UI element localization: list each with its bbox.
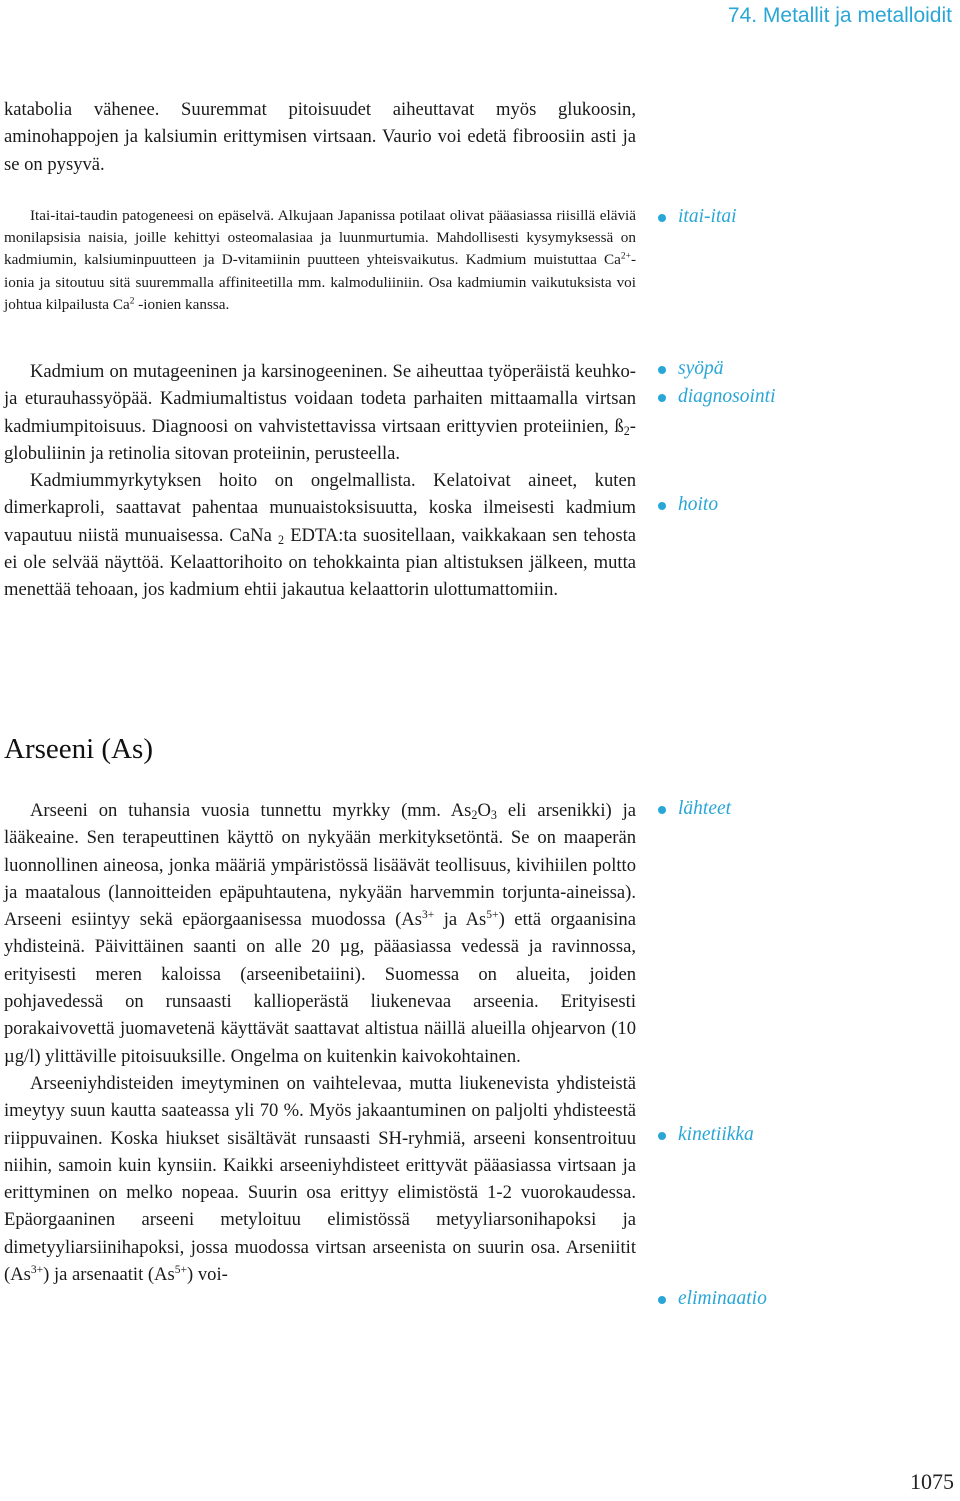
paragraph-text: Itai-itai-taudin patogeneesi on epäselvä. Alkujaan Japanissa potilaat olivat pääasiassa riisillä eläviä monilapsisia naisia, joille kehittyi osteomalasiaa ja luunmurtumia. Mahdollisesti kysymyksessä on kadmiumin, kalsiuminpuutteen ja D-vitamiinin puutteen yhteisvaikutus. Kadmium muistuttaa $Ca^{2+}$-ionia ja sitoutuu sitä suuremmalla affiniteetilla mm. kalmoduliiniin. Osa kadmiumin vaikutuksista voi johtua kilpailusta Ca$^2$ -ionien kanssa. <box>4 207 636 313</box>
paragraph-intro <box>4 96 636 178</box>
paragraph-arsenic <box>4 797 636 1288</box>
margin-note-syopa: syöpä <box>658 358 724 380</box>
chapter-title: 74. Metallit ja metalloidit <box>727 4 952 27</box>
section-heading: Arseeni (As) <box>4 733 153 765</box>
margin-note-hoito: hoito <box>658 494 718 516</box>
bullet-icon <box>658 806 666 814</box>
paragraph-text: Kadmiummyrkytyksen hoito on ongelmallista. Kelatoivat aineet, kuten dimerkaproli, saattavat pahentaa munuaistoksisuutta, koska ilmeisesti kadmium vapautuu niistä munuaisessa. CaNa $_2$ EDTA:ta suositellaan, vaikkakaan sen tehosta ei ole selvää näyttöä. Kelaattorihoito on tehokkainta pian altistuksen jälkeen, mutta menettää tehoaan, jos kadmium ehtii jakautua kelaattorin ulottumattomiin. <box>4 470 636 601</box>
margin-note-lahteet: lähteet <box>658 798 731 820</box>
paragraph-text: Arseeniyhdisteiden imeytyminen on vaihtelevaa, mutta liukenevista yhdisteistä imeytyy suun kautta saateassa yli 70 %. Myös jakaantuminen on paljolti yhdisteestä riippuvainen. Koska hiukset sisältävät runsaasti SH-ryhmiä, arseeni konsentroituu niihin, samoin kuin kynsiin. Kaikki arseeniyhdisteet erittyvät pääasiassa virtsaan ja erittyminen on melko nopeaa. Suurin osa erittyy elimistöstä 1-2 vuorokaudessa. Epäorgaaninen arseeni metyloituu elimistössä metyyliarsonihapoksi ja dimetyyliarsiinihapoksi, jossa muodossa virtsan arseenista on suurin osa. Arseniitit $(As^{3+})$ ja arsenaatit $(As^{5+})$ voi- <box>4 1072 636 1286</box>
paragraph-mutagenic <box>4 358 636 604</box>
bullet-icon <box>658 1132 666 1140</box>
bullet-icon <box>658 394 666 402</box>
margin-note-diagnosointi: diagnosointi <box>658 386 776 408</box>
paragraph-text: Arseeni on tuhansia vuosia tunnettu myrkky (mm. $As_2O_3$ eli arsenikki) ja lääkeaine. Sen terapeuttinen käyttö on nykyään merkityksetöntä. Se on maaperän luonnollinen aineosa, jonka määriä ympäristössä lisäävät teollisuus, kivihiilen poltto ja maatalous (lannoitteiden epäpuhtautena, nykyään harvemmin torjunta-aineissa). Arseeni esiintyy sekä epäorgaanisessa muodossa ($As^{3+}$ ja $As^{5+}$) että orgaanisina yhdisteinä. Päivittäinen saanti on alle 20 µg, pääasiassa vedessä ja ravinnossa, erityisesti meren kaloissa (arseenibetaiini). Suomessa on alueita, joiden pohjavedessä on runsaasti kallioperästä liukenevaa arseenia. Erityisesti porakaivovettä juomavetenä käyttävät saattavat altistua näillä alueilla ohjearvon (10 µg/l) ylittäville pitoisuuksille. Ongelma on kuitenkin kaivokohtainen. <box>4 800 637 1067</box>
paragraph-text: katabolia vähenee. Suuremmat pitoisuudet aiheuttavat myös glukoosin, aminohappojen ja kalsiumin erittymisen virtsaan. Vaurio voi edetä fibroosiin asti ja se on pysyvä. <box>4 99 636 175</box>
margin-note-eliminaatio: eliminaatio <box>658 1288 767 1310</box>
page-number: 1075 <box>910 1469 954 1494</box>
margin-note-kinetiikka: kinetiikka <box>658 1124 754 1146</box>
paragraph-text: Kadmium on mutageeninen ja karsinogeeninen. Se aiheuttaa työperäistä keuhko- ja eturauhassyöpää. Kadmiumaltistus voidaan todeta parhaiten mittaamalla virtsan kadmiumpitoisuus. Diagnoosi on vahvistettavissa virtsaan erittyvien proteiinien, $ß_2$-globuliinin ja retinolia sitovan proteiinin, perusteella. <box>4 361 636 464</box>
margin-note-itai-itai: itai-itai <box>658 206 737 228</box>
bullet-icon <box>658 502 666 510</box>
bullet-icon <box>658 1296 666 1304</box>
paragraph-itai-itai <box>4 205 636 316</box>
bullet-icon <box>658 366 666 374</box>
bullet-icon <box>658 214 666 222</box>
